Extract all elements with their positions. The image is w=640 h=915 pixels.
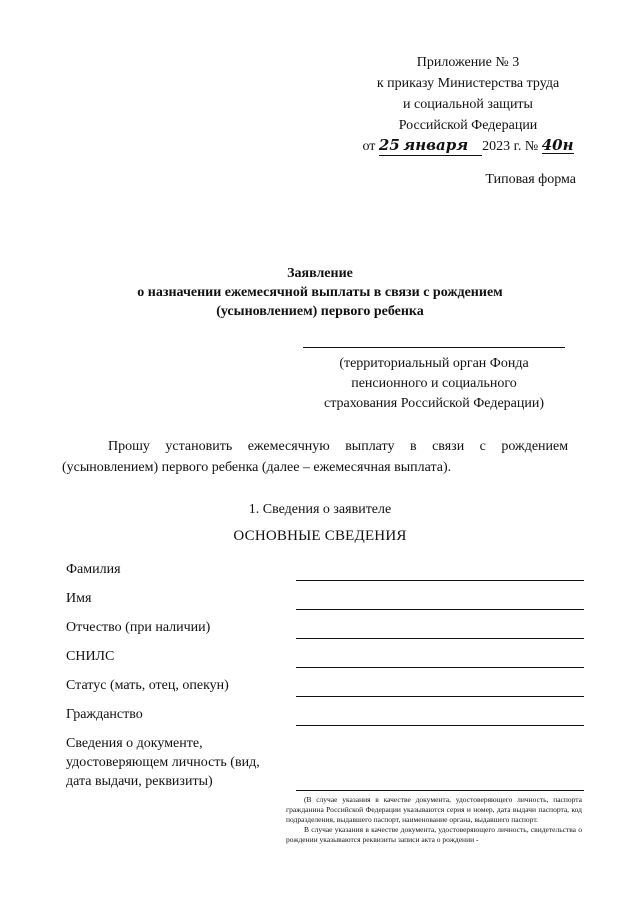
title-line-2: о назначении ежемесячной выплаты в связи с рождением <box>137 285 503 300</box>
field-line-identity-document[interactable] <box>296 790 584 791</box>
field-label-name: Имя <box>66 591 92 606</box>
date-year: 2023 г. № <box>482 139 539 154</box>
appendix-line-4: Российской Федерации <box>398 118 538 133</box>
date-month: января <box>403 136 469 154</box>
section-title: 1. Сведения о заявителе <box>248 502 392 517</box>
form-type: Типовая форма <box>485 172 576 187</box>
appendix-line-2: к приказу Министерства труда <box>376 76 560 91</box>
authority-line-3: страхования Российской Федерации) <box>323 396 545 411</box>
document-title <box>110 264 530 321</box>
note-paragraph-1: (В случае указания в качестве документа, удостоверяющего личность, паспорта гражданина Российской Федерации указываются серия и номер, дата выдачи паспорта, код подразделения, выдавшего паспорт, наименование органа, выдавшего паспорт. <box>286 795 582 824</box>
request-line-1: Прошу установить ежемесячную выплату в связи с рождением <box>108 439 569 454</box>
field-line-surname[interactable] <box>296 580 584 581</box>
appendix-line-1: Приложение № 3 <box>416 55 520 70</box>
appendix-line-3: и социальной защиты <box>403 97 533 112</box>
field-line-citizenship[interactable] <box>296 725 584 726</box>
date-prefix: от <box>362 139 376 154</box>
title-line-1: Заявление <box>287 266 353 281</box>
field-label-snils: СНИЛС <box>66 649 115 664</box>
field-label-patronymic: Отчество (при наличии) <box>66 620 211 635</box>
request-paragraph <box>62 436 580 478</box>
handwritten-date <box>379 137 482 156</box>
field-label-surname: Фамилия <box>66 562 121 577</box>
authority-block <box>303 347 565 414</box>
field-label-identity-document: Сведения о документе, удостоверяющем личность (вид, дата выдачи, реквизиты) <box>66 736 260 789</box>
appendix-date-line <box>348 136 588 157</box>
authority-blank-line[interactable] <box>303 347 565 354</box>
field-line-patronymic[interactable] <box>296 638 584 639</box>
date-day: 25 <box>378 136 400 154</box>
field-line-snils[interactable] <box>296 667 584 668</box>
title-line-3: (усыновлением) первого ребенка <box>216 304 424 319</box>
request-line-2: (усыновлением) первого ребенка (далее – ежемесячная выплата). <box>62 460 452 475</box>
note-paragraph-2: В случае указания в качестве документа, удостоверяющего личность, свидетельства о рождении указываются реквизиты записи акта о рождении - <box>286 825 582 844</box>
identity-document-note <box>286 795 582 845</box>
field-label-status: Статус (мать, отец, опекун) <box>66 678 229 693</box>
appendix-header <box>348 52 588 157</box>
authority-line-2: пенсионного и социального <box>351 376 517 391</box>
field-line-name[interactable] <box>296 609 584 610</box>
section-subtitle: ОСНОВНЫЕ СВЕДЕНИЯ <box>233 528 407 544</box>
field-label-citizenship: Гражданство <box>66 707 143 722</box>
field-line-status[interactable] <box>296 696 584 697</box>
order-number: 40н <box>541 136 574 154</box>
authority-line-1: (территориальный орган Фонда <box>339 356 529 371</box>
